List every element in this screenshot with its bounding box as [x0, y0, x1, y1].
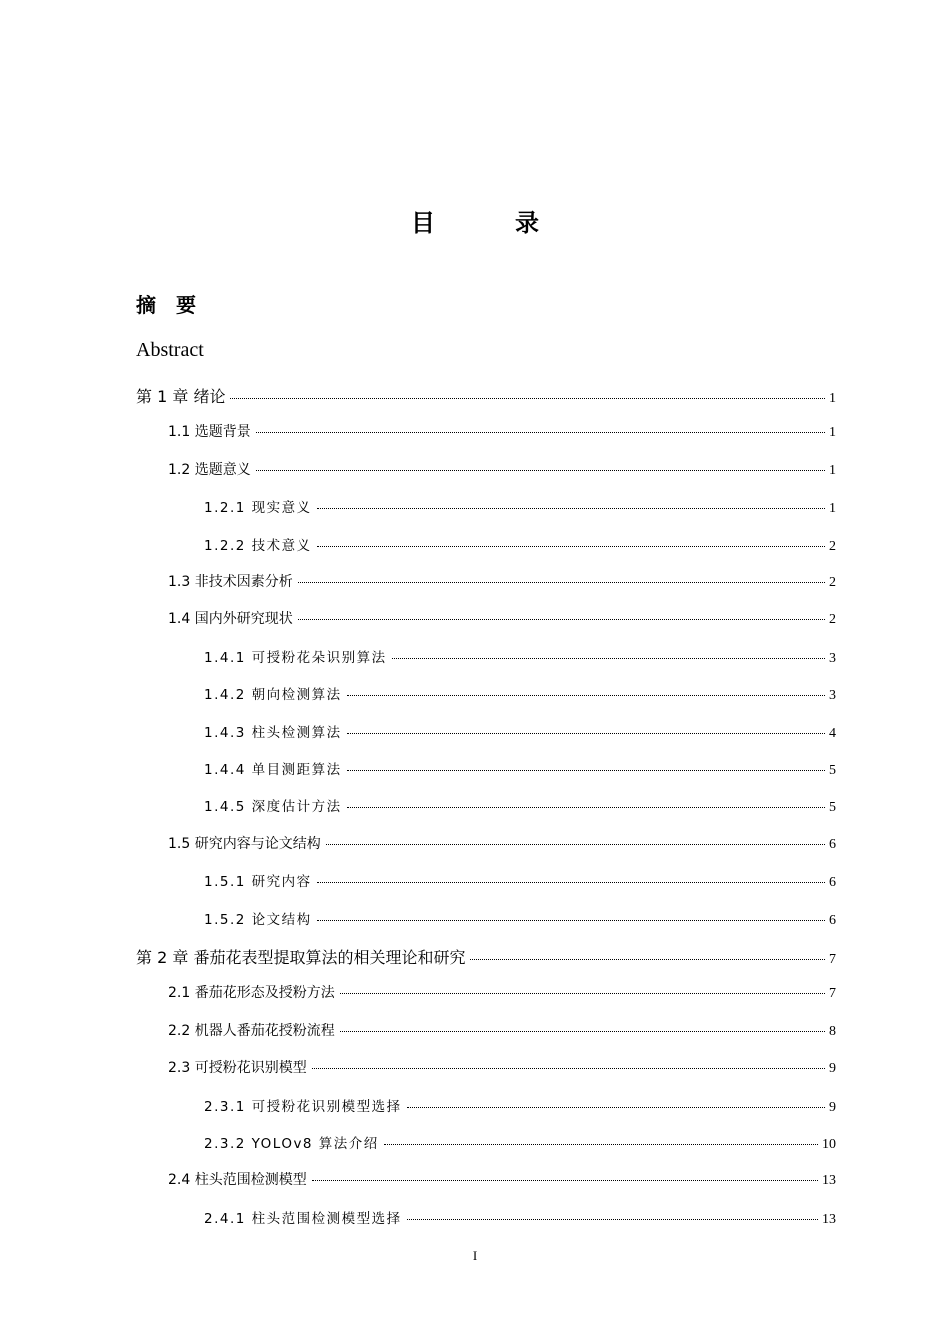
toc-entry[interactable] — [168, 459, 836, 479]
dot-leader — [340, 993, 825, 994]
toc-entry-page: 2 — [829, 612, 836, 628]
toc-entry[interactable] — [204, 496, 836, 517]
toc-entry-page: 1 — [829, 391, 836, 406]
toc-entry-page: 10 — [822, 1137, 836, 1152]
dot-leader — [317, 508, 825, 509]
toc-entry-page: 3 — [829, 650, 836, 666]
dot-leader — [298, 582, 825, 583]
toc-entry-label: 1.2.2 技术意义 — [204, 537, 312, 554]
toc-entry-page: 2 — [829, 575, 836, 590]
dot-leader — [256, 432, 825, 433]
toc-entry-page: 7 — [829, 952, 836, 967]
toc-entry[interactable] — [168, 1020, 836, 1040]
dot-leader — [340, 1031, 825, 1032]
toc-entry[interactable] — [168, 982, 836, 1002]
toc-entry[interactable] — [204, 646, 836, 667]
dot-leader — [256, 470, 825, 471]
toc-entry-label: 1.2.1 现实意义 — [204, 500, 312, 517]
toc-entry-page: 1 — [829, 462, 836, 478]
toc-entry-page: 4 — [829, 725, 836, 741]
dot-leader — [384, 1144, 818, 1145]
toc-entry[interactable] — [204, 721, 836, 742]
toc-entry-page: 6 — [829, 912, 836, 928]
toc-entry[interactable] — [204, 908, 836, 929]
toc-entry[interactable] — [136, 945, 836, 968]
toc-entry-label: 1.5.2 论文结构 — [204, 911, 312, 928]
toc-entry-page: 6 — [829, 875, 836, 891]
toc-entry-label: 1.5.1 研究内容 — [204, 874, 312, 891]
dot-leader — [317, 920, 825, 921]
toc-entry[interactable] — [204, 683, 836, 704]
toc-title: 目 录 — [411, 209, 567, 237]
toc-entry-label: 2.1 番茄花形态及授粉方法 — [168, 985, 335, 1002]
dot-leader — [317, 882, 825, 883]
toc-entry-page: 13 — [822, 1211, 836, 1227]
toc-entry-label: 2.4.1 柱头范围检测模型选择 — [204, 1210, 402, 1227]
dot-leader — [392, 658, 825, 659]
toc-entry-label: 1.2 选题意义 — [168, 461, 251, 478]
toc-entry-label: 1.4.1 可授粉花朵识别算法 — [204, 649, 387, 666]
toc-entry-label: 1.3 非技术因素分析 — [168, 574, 293, 590]
toc-entry-label: 1.1 选题背景 — [168, 424, 251, 441]
toc-entry[interactable] — [204, 1132, 836, 1153]
dot-leader — [312, 1180, 818, 1181]
toc-entry-label: 2.2 机器人番茄花授粉流程 — [168, 1022, 335, 1039]
dot-leader — [230, 398, 825, 399]
toc-entry-page: 9 — [829, 1061, 836, 1077]
toc-entry-page: 5 — [829, 763, 836, 778]
abstract-en-heading[interactable]: Abstract — [136, 339, 204, 361]
toc-entry-page: 7 — [829, 986, 836, 1002]
toc-entry-page: 13 — [822, 1173, 836, 1189]
toc-entry-label: 1.5 研究内容与论文结构 — [168, 835, 321, 852]
abstract-zh-heading[interactable]: 摘要 — [136, 293, 216, 317]
toc-entry[interactable] — [204, 534, 836, 555]
toc-entry-label: 2.3.1 可授粉花识别模型选择 — [204, 1098, 402, 1115]
dot-leader — [347, 695, 825, 696]
toc-entry[interactable] — [136, 384, 836, 407]
dot-leader — [312, 1068, 825, 1069]
dot-leader — [407, 1219, 818, 1220]
toc-entry-page: 3 — [829, 688, 836, 704]
toc-entry-label: 2.3 可授粉花识别模型 — [168, 1060, 307, 1077]
dot-leader — [470, 959, 825, 960]
toc-entry-page: 2 — [829, 538, 836, 554]
toc-entry[interactable] — [204, 1095, 836, 1116]
toc-entry-page: 1 — [829, 425, 836, 441]
toc-entry[interactable] — [168, 1057, 836, 1077]
toc-entry-label: 1.4.2 朝向检测算法 — [204, 687, 342, 704]
dot-leader — [298, 619, 825, 620]
toc-entry-label: 1.4.4 单目测距算法 — [204, 762, 342, 778]
dot-leader — [347, 733, 825, 734]
toc-entry[interactable] — [204, 1207, 836, 1228]
toc-entry-label: 1.4.3 柱头检测算法 — [204, 724, 342, 741]
dot-leader — [347, 770, 825, 771]
dot-leader — [317, 546, 825, 547]
page-number: I — [472, 1248, 478, 1263]
toc-entry-page: 8 — [829, 1023, 836, 1039]
toc-entry[interactable] — [204, 758, 836, 779]
toc-entry-page: 6 — [829, 836, 836, 852]
toc-entry-page: 1 — [829, 501, 836, 517]
toc-entry-page: 9 — [829, 1099, 836, 1115]
toc-entry-label: 第 2 章 番茄花表型提取算法的相关理论和研究 — [136, 948, 466, 967]
toc-entry[interactable] — [168, 571, 836, 591]
toc-entry-label: 2.3.2 YOLOv8 算法介绍 — [204, 1136, 379, 1152]
toc-entry-label: 1.4.5 深度估计方法 — [204, 799, 342, 816]
dot-leader — [347, 807, 825, 808]
toc-entry-label: 2.4 柱头范围检测模型 — [168, 1172, 307, 1189]
toc-entry-label: 第 1 章 绪论 — [136, 387, 226, 406]
dot-leader — [407, 1107, 825, 1108]
toc-entry-page: 5 — [829, 800, 836, 816]
toc-entry-label: 1.4 国内外研究现状 — [168, 611, 293, 628]
toc-entry[interactable] — [168, 833, 836, 853]
toc-entry[interactable] — [168, 1169, 836, 1189]
dot-leader — [326, 844, 825, 845]
toc-entry[interactable] — [204, 795, 836, 816]
toc-entry[interactable] — [168, 421, 836, 441]
toc-entry[interactable] — [204, 870, 836, 891]
toc-entry[interactable] — [168, 608, 836, 628]
